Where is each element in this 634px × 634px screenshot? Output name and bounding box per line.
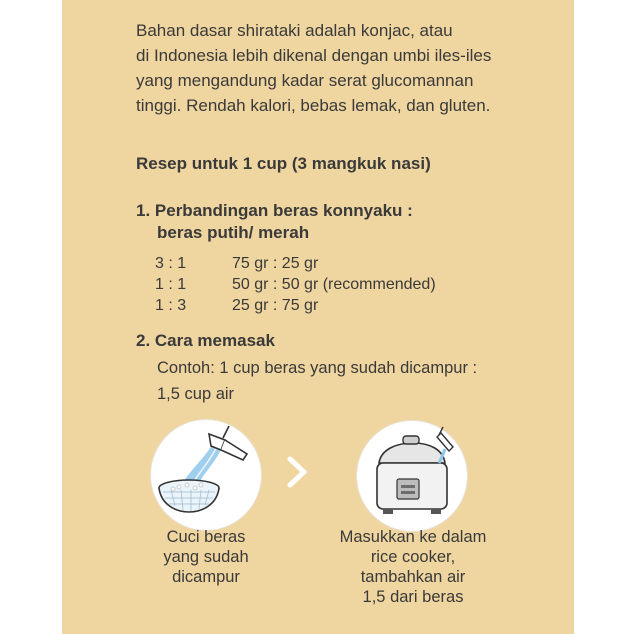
wash-rice-icon <box>151 420 261 530</box>
step-2-body <box>157 355 477 407</box>
wash-rice-illustration <box>151 420 261 530</box>
ratio-cell: 1 : 3 <box>155 297 187 314</box>
wash-caption-line: yang sudah <box>163 548 249 566</box>
cook-caption-line: rice cooker, <box>370 548 456 566</box>
step-2-title: 2. Cara memasak <box>136 331 275 350</box>
cook-caption-line: Masukkan ke dalam <box>339 528 487 546</box>
ratio-table <box>155 253 436 316</box>
wash-caption <box>141 527 271 587</box>
intro-line: Bahan dasar shirataki adalah konjac, atau <box>136 21 453 40</box>
amount-cell: 50 gr : 50 gr (recommended) <box>232 276 436 293</box>
rice-cooker-icon <box>357 421 467 531</box>
step-2-body-line: Contoh: 1 cup beras yang sudah dicampur : <box>157 359 478 377</box>
ratio-cell: 1 : 1 <box>155 276 187 293</box>
step-1-title-line: 1. Perbandingan beras konnyaku : <box>136 201 413 220</box>
amount-cell: 25 gr : 75 gr <box>232 297 319 314</box>
table-row <box>155 253 436 274</box>
wash-caption-line: Cuci beras <box>166 528 246 546</box>
amount-cell: 75 gr : 25 gr <box>232 255 319 272</box>
cook-caption <box>307 527 519 607</box>
ratio-cell: 3 : 1 <box>155 255 187 272</box>
step-2-body-line: 1,5 cup air <box>157 385 235 403</box>
step-1-title <box>136 200 413 244</box>
rice-cooker-illustration <box>357 421 467 531</box>
chevron-right-icon <box>286 455 308 489</box>
intro-line: di Indonesia lebih dikenal dengan umbi iles-iles <box>136 46 492 65</box>
intro-line: tinggi. Rendah kalori, bebas lemak, dan gluten. <box>136 96 491 115</box>
cook-caption-line: tambahkan air <box>360 568 466 586</box>
intro-paragraph <box>136 18 556 118</box>
cook-caption-line: 1,5 dari beras <box>362 588 464 606</box>
table-row <box>155 295 436 316</box>
wash-caption-line: dicampur <box>172 568 240 586</box>
intro-line: yang mengandung kadar serat glucomannan <box>136 71 474 90</box>
table-row <box>155 274 436 295</box>
recipe-heading: Resep untuk 1 cup (3 mangkuk nasi) <box>136 154 431 173</box>
step-1-title-line: beras putih/ merah <box>157 223 310 242</box>
